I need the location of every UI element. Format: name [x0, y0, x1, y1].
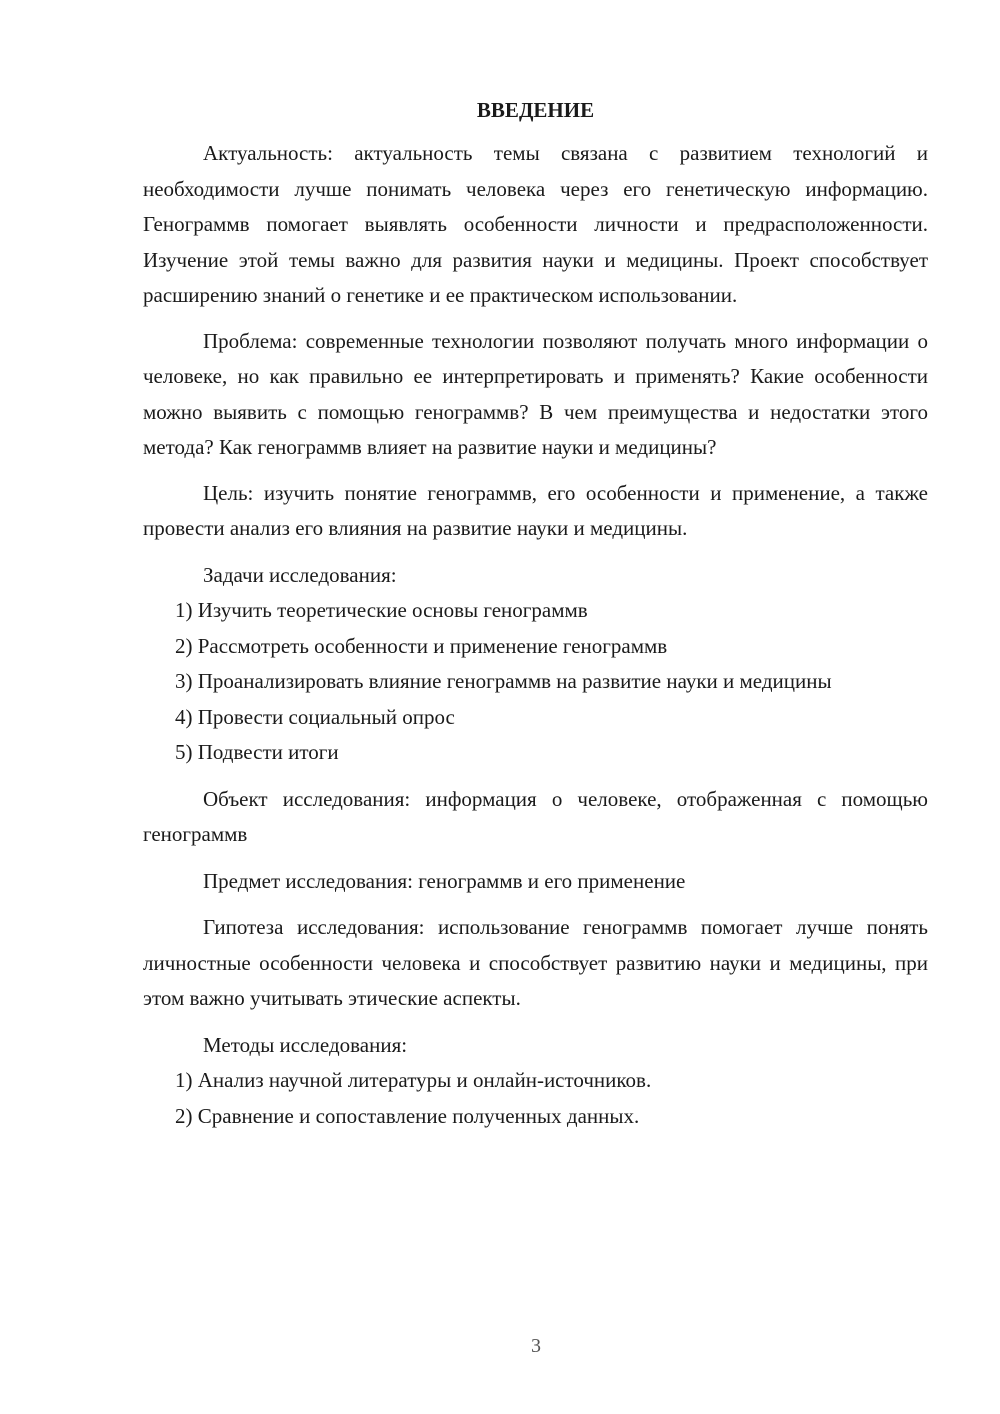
object-paragraph: Объект исследования: информация о человеке, отображенная с помощью генограммв	[143, 786, 928, 846]
problem-paragraph: Проблема: современные технологии позволяют получать много информации о человеке, но как правильно ее интерпретировать и применять? Какие особенности можно выявить с помощью генограммв? В чем преимущества и недостатки этого метода? Как генограммв влияет на развитие науки и медицины?	[143, 328, 928, 459]
document-page	[143, 90, 928, 1134]
method-item-2: 2) Сравнение и сопоставление полученных данных.	[175, 1103, 640, 1128]
tasks-heading: Задачи исследования:	[203, 562, 397, 587]
page-number: 3	[531, 1335, 541, 1357]
task-item-2: 2) Рассмотреть особенности и применение генограммв	[175, 633, 668, 658]
section-heading: ВВЕДЕНИЕ	[476, 98, 595, 122]
methods-heading: Методы исследования:	[203, 1032, 408, 1057]
goal-paragraph: Цель: изучить понятие генограммв, его особенности и применение, а также провести анализ его влияния на развитие науки и медицины.	[143, 480, 928, 540]
hypothesis-paragraph: Гипотеза исследования: использование генограммв помогает лучше понять личностные особенности человека и способствует развитию науки и медицины, при этом важно учитывать этические аспекты.	[143, 915, 928, 1010]
task-item-3: 3) Проанализировать влияние генограммв на развитие науки и медицины	[175, 669, 832, 693]
method-item-1: 1) Анализ научной литературы и онлайн-источников.	[175, 1068, 652, 1092]
task-item-5: 5) Подвести итоги	[175, 740, 339, 764]
task-item-4: 4) Провести социальный опрос	[175, 704, 455, 729]
subject-paragraph: Предмет исследования: генограммв и его применение	[203, 868, 686, 893]
task-item-1: 1) Изучить теоретические основы генограммв	[175, 598, 588, 622]
relevance-paragraph: Актуальность: актуальность темы связана с развитием технологий и необходимости лучше понимать человека через его генетическую информацию. Генограммв помогает выявлять особенности личности и предрасположенности. Изучение этой темы важно для развития науки и медицины. Проект способствует расширению знаний о генетике и ее практическом использовании.	[143, 141, 928, 307]
